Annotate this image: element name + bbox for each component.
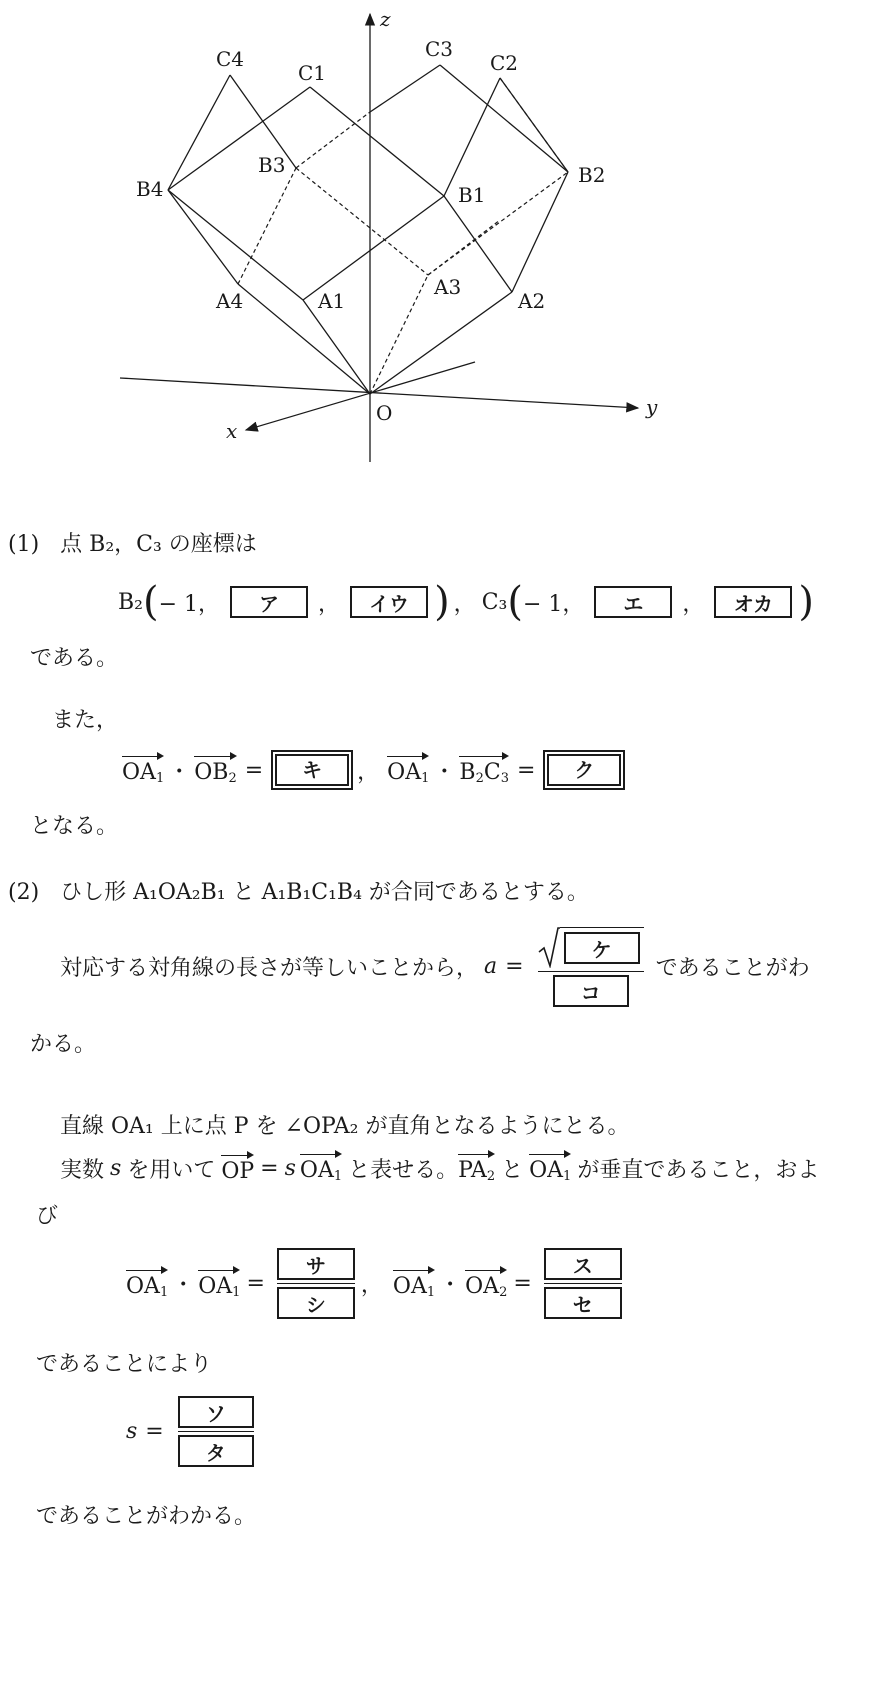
edge-a3-b2-hidden — [428, 172, 568, 275]
q1-coords-row: B₂ ( − 1， ア ， イウ ) ， C₃ ( − 1， エ ， オカ ) — [118, 579, 815, 625]
figure-diagram — [0, 0, 884, 520]
q1-after-dot: となる。 — [30, 814, 119, 839]
q1-dot-row: $OA_1$ ・ $OB_2$ = キ ， $OA_1$ ・ $B_2C_3$ = ク — [122, 750, 625, 790]
answer-box-o[interactable]: ス — [544, 1248, 622, 1280]
label-y: y — [646, 395, 658, 419]
answer-box-k[interactable]: ケ — [564, 932, 640, 964]
label-c3: C3 — [425, 37, 454, 61]
answer-box-l[interactable]: コ — [553, 975, 629, 1007]
b2-minus-one: − 1， — [158, 591, 221, 617]
edge-b4-c4 — [168, 75, 230, 190]
q2-line3: び — [36, 1204, 59, 1229]
q2-s-row: s = $\frac{\text{ソ}}{\text{タ}}$ — [126, 1396, 260, 1467]
answer-box-c[interactable]: エ — [594, 586, 672, 618]
q1-after-coords: である。 — [30, 646, 119, 671]
label-c2: C2 — [490, 51, 519, 75]
label-x: x — [226, 419, 238, 443]
answer-box-m[interactable]: サ — [277, 1248, 355, 1280]
label-b3: B3 — [258, 153, 286, 177]
label-a4: A4 — [216, 289, 244, 313]
label-b4: B4 — [136, 177, 164, 201]
q2-intro-row — [8, 878, 589, 908]
edge-a1-b4 — [168, 190, 303, 300]
fraction-m-n — [277, 1248, 355, 1319]
label-c1: C1 — [298, 61, 327, 85]
answer-box-r[interactable]: タ — [178, 1435, 254, 1467]
answer-box-n[interactable]: シ — [277, 1287, 355, 1319]
label-a2: A2 — [518, 289, 546, 313]
edge-b1-c2 — [444, 78, 500, 196]
edge-a4-b3-hidden — [238, 168, 296, 284]
label-z: z — [380, 7, 391, 31]
answer-box-p[interactable]: セ — [544, 1287, 622, 1319]
label-c4: C4 — [216, 47, 245, 71]
q2-diag-text-c: かる。 — [30, 1032, 97, 1057]
answer-box-f[interactable]: ク — [543, 750, 625, 790]
q1-intro-row — [8, 530, 257, 560]
fraction-o-p — [544, 1248, 622, 1319]
answer-box-a[interactable]: ア — [230, 586, 308, 618]
b2-prefix: B₂ — [118, 589, 143, 615]
edge-o-a3-hidden — [370, 275, 428, 394]
edge-b3-b2-hidden — [428, 220, 500, 275]
edge-a4-b4 — [168, 190, 238, 284]
c3-minus-one: − 1， — [522, 591, 585, 617]
label-a1: A1 — [318, 289, 346, 313]
label-b1: B1 — [458, 183, 486, 207]
q1-intro: 点 B₂，C₃ の座標は — [60, 532, 257, 557]
q2-diag-text-b: であることがわ — [655, 956, 810, 981]
label-a3: A3 — [434, 275, 462, 299]
q2-diag-row: 対応する対角線の長さが等しいことから， a = $\frac{\text{ケ}}{\text{コ}}$ であることがわ — [60, 926, 810, 1007]
label-o: O — [376, 401, 393, 425]
edge-b4-c1 — [168, 87, 310, 190]
edge-a2-b2 — [512, 172, 568, 292]
label-b2: B2 — [578, 163, 606, 187]
c3-prefix: C₃ — [481, 589, 508, 615]
answer-box-e[interactable]: キ — [271, 750, 353, 790]
q2-intro: ひし形 A₁OA₂B₁ と A₁B₁C₁B₄ が合同であるとする。 — [60, 880, 589, 905]
edge-c2-b2-hidden — [500, 78, 568, 172]
q2-label: (2) — [8, 880, 40, 905]
q2-dot-row: $OA_1$ ・ $OA_1$ = $\frac{\text{サ}}{\text{シ}}$ ， $OA_1$ ・ $OA_2$ = $\frac{\text{ス}}{\text{セ}}$ — [126, 1248, 628, 1319]
q2-line1: 直線 OA₁ 上に点 P を ∠OPA₂ が直角となるようにとる。 — [60, 1114, 630, 1139]
q2-diag-text-a: 対応する対角線の長さが等しいことから， — [60, 956, 479, 981]
q2-line2: 実数 s を用いて OP = s $OA_1$ と表せる。 $PA_2$ と $OA_1$ が垂直であること，およ — [60, 1150, 819, 1186]
edge-o-a2 — [370, 292, 512, 394]
sqrt-sign — [538, 926, 560, 968]
q2-line5: であることがわかる。 — [36, 1504, 257, 1529]
edge-c3-b3 — [370, 65, 440, 112]
fraction-q-r — [178, 1396, 254, 1467]
q2-line4: であることにより — [36, 1352, 213, 1377]
edge-c3-b2 — [440, 65, 568, 172]
q1-label: (1) — [8, 532, 40, 557]
edge-b3-c3-hidden — [296, 112, 370, 168]
answer-box-b[interactable]: イウ — [350, 586, 428, 618]
answer-box-q[interactable]: ソ — [178, 1396, 254, 1428]
answer-box-d[interactable]: オカ — [714, 586, 792, 618]
fraction-sqrt — [538, 926, 644, 1007]
q1-also: また， — [52, 708, 119, 733]
edge-b3-a3-hidden — [296, 168, 428, 275]
